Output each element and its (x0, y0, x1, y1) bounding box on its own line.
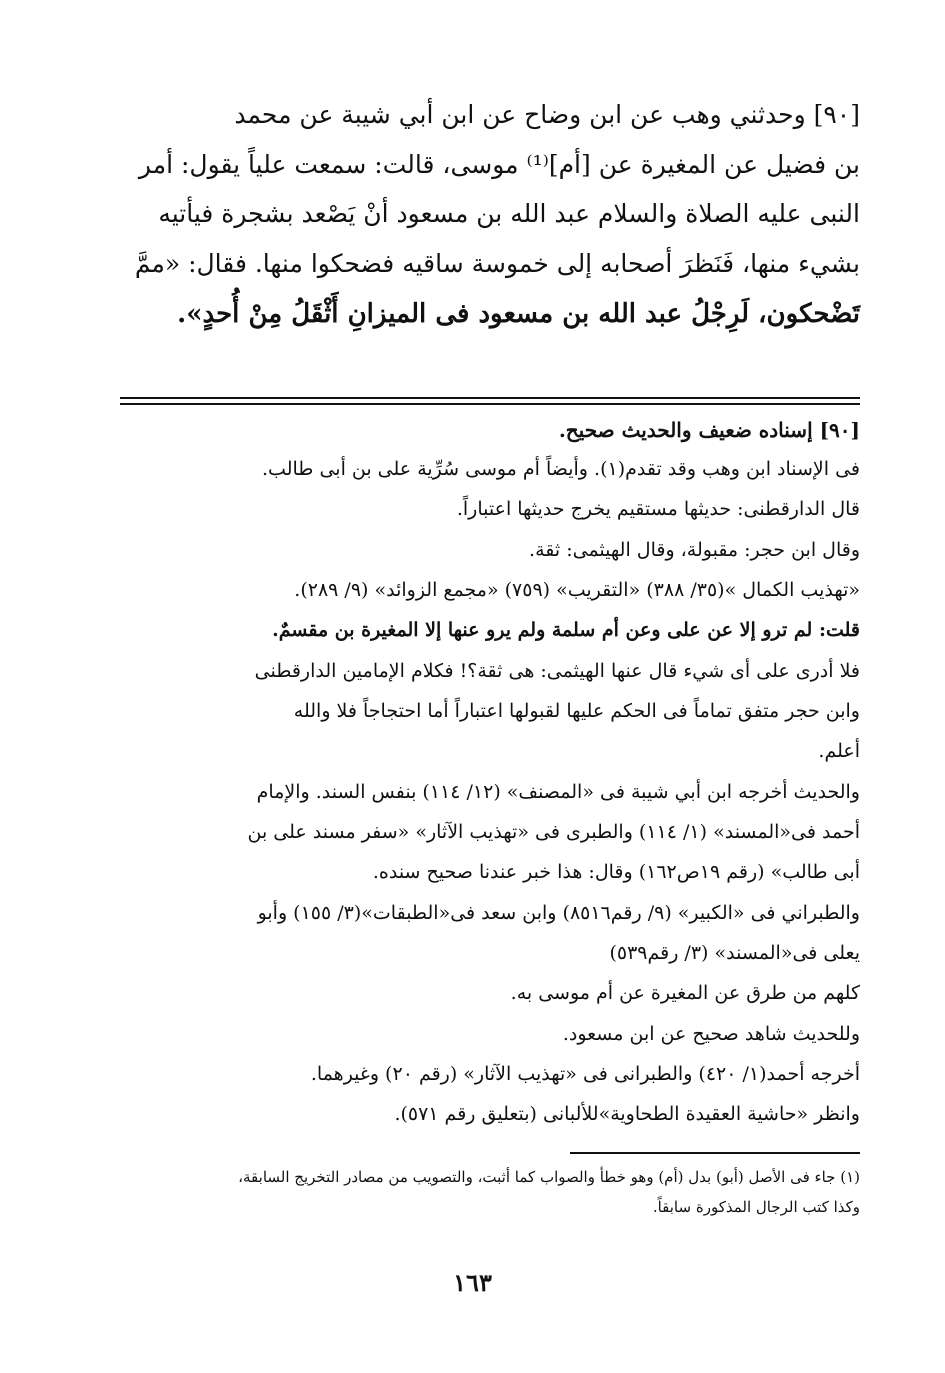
hadith-line: بشيء منها، فَنَظرَ أصحابه إلى خموسة ساقيه فضحكوا منها. فقال: «ممَّ (134, 249, 860, 278)
commentary-line: «تهذيب الكمال »(٣٥/ ٣٨٨) «التقريب» (٧٥٩) «مجمع الزوائد» (٩/ ٢٨٩). (294, 579, 860, 601)
commentary-line: يعلى فى«المسند» (٣/ رقم٥٣٩) (609, 942, 860, 964)
footnote-line: (١) جاء فى الأصل (أبو) بدل (أم) وهو خطأ والصواب كما أثبت، والتصويب من مصادر التخريج السابقة، (238, 1168, 860, 1186)
commentary-line: والطبراني فى «الكبير» (٩/ رقم٨٥١٦) وابن سعد فى«الطبقات»(٣/ ١٥٥) وأبو (257, 902, 860, 924)
commentary-line: فلا أدرى على أى شيء قال عنها الهيثمى: هى ثقة؟! فكلام الإمامين الدارقطنى (254, 660, 860, 682)
double-rule-bottom (120, 403, 860, 405)
commentary-line: أعلم. (818, 740, 860, 762)
hadith-line: بن فضيل عن المغيرة عن [أم]⁽¹⁾ موسى، قالت: سمعت علياً يقول: أمر (138, 150, 860, 179)
commentary-line: أحمد فى«المسند» (١/ ١١٤) والطبرى فى «تهذيب الآثار» «سفر مسند على بن (247, 821, 860, 843)
commentary-line: أبى طالب» (رقم ١٩ص١٦٢) وقال: هذا خبر عندنا صحيح سنده. (372, 861, 860, 883)
commentary-line: قلت: لم ترو إلا عن على وعن أم سلمة ولم يرو عنها إلا المغيرة بن مقسمٌ. (272, 619, 860, 641)
page-number: ١٦٣ (453, 1268, 492, 1297)
commentary-heading: [٩٠] إسناده ضعيف والحديث صحيح. (558, 418, 860, 442)
commentary-line: والحديث أخرجه ابن أبي شيبة فى «المصنف» (١٢/ ١١٤) بنفس السند. والإمام (256, 781, 860, 803)
double-rule-top (120, 397, 860, 399)
footnote-line: وكذا كتب الرجال المذكورة سابقاً. (652, 1198, 860, 1216)
commentary-line: وابن حجر متفق تماماً فى الحكم عليها لقبولها اعتباراً أما احتجاجاً فلا والله (293, 700, 860, 722)
commentary-line: وقال ابن حجر: مقبولة، وقال الهيثمى: ثقة. (529, 539, 860, 561)
commentary-line: فى الإسناد ابن وهب وقد تقدم(١). وأيضاً أم موسى سُرِّية على بن أبى طالب. (262, 458, 860, 480)
hadith-line: [٩٠] وحدثني وهب عن ابن وضاح عن ابن أبي شيبة عن محمد (234, 100, 860, 129)
commentary-line: وانظر «حاشية العقيدة الطحاوية»للألبانى (بتعليق رقم ٥٧١). (394, 1103, 860, 1125)
commentary-line: أخرجه أحمد(١/ ٤٢٠) والطبرانى فى «تهذيب الآثار» (رقم ٢٠) وغيرهما. (310, 1063, 860, 1085)
commentary-line: قال الدارقطنى: حديثها مستقيم يخرج حديثها اعتباراً. (456, 498, 860, 520)
commentary-line: وللحديث شاهد صحيح عن ابن مسعود. (562, 1023, 860, 1045)
commentary-line: كلهم من طرق عن المغيرة عن أم موسى به. (510, 982, 860, 1004)
hadith-line: النبى عليه الصلاة والسلام عبد الله بن مسعود أنْ يَصْعد بشجرة فيأتيه (158, 199, 860, 228)
hadith-line-quote: تَضْحكون، لَرِجْلُ عبد الله بن مسعود فى الميزانِ أَثْقَلُ مِنْ أُحدٍ». (177, 299, 860, 329)
footnote-rule (570, 1152, 860, 1154)
